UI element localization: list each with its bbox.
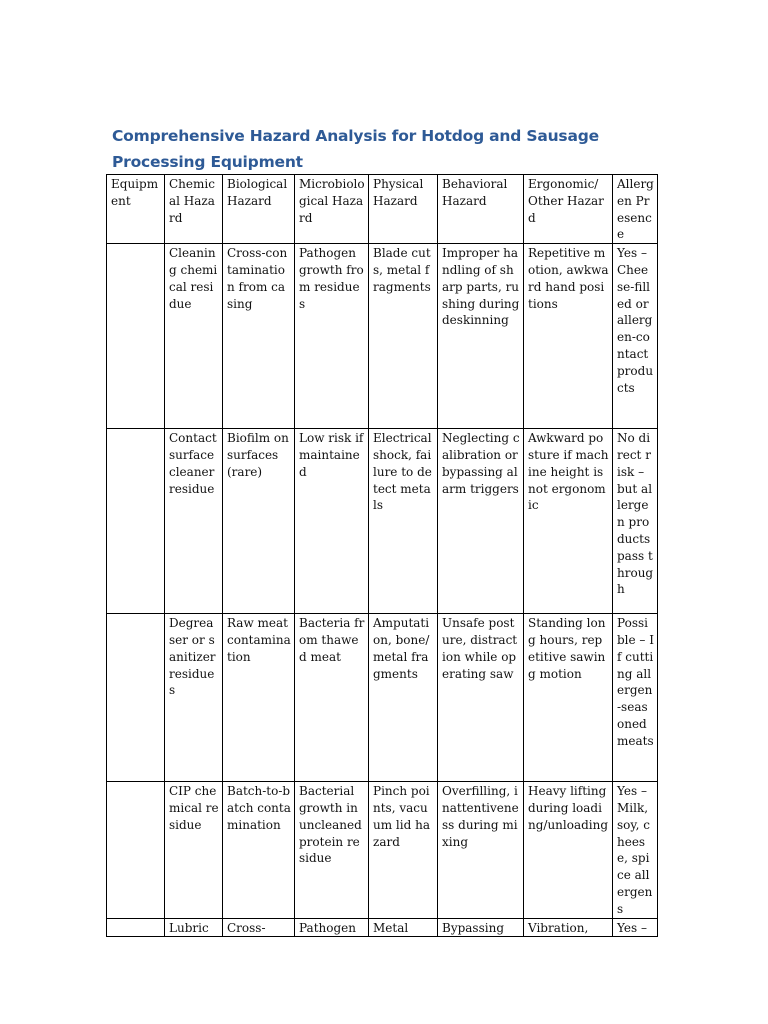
cell-ergonomic: Vibration, <box>524 918 613 937</box>
table-row <box>107 782 658 918</box>
cell-allergen: Yes – Milk, soy, cheese, spice allergens <box>613 782 658 918</box>
table-row <box>107 918 658 937</box>
cell-biological: Cross- <box>223 918 295 937</box>
cell-ergonomic: Repetitive motion, awkward hand positions <box>524 244 613 429</box>
cell-allergen: Yes – <box>613 918 658 937</box>
header-behavioral-hazard: Behavioral Hazard <box>438 175 524 244</box>
cell-chemical: Lubric <box>165 918 223 937</box>
cell-physical: Metal <box>369 918 438 937</box>
cell-biological: Batch-to-batch contamination <box>223 782 295 918</box>
cell-biological: Biofilm on surfaces (rare) <box>223 429 295 614</box>
cell-microbiological: Bacteria from thawed meat <box>295 614 369 782</box>
cell-ergonomic: Heavy lifting during loading/unloading <box>524 782 613 918</box>
header-physical-hazard: Physical Hazard <box>369 175 438 244</box>
cell-chemical: Cleaning chemical residue <box>165 244 223 429</box>
cell-allergen: No direct risk – but allergen products pass through <box>613 429 658 614</box>
cell-ergonomic: Awkward posture if machine height is not ergonomic <box>524 429 613 614</box>
header-allergen-presence: Allergen Presence <box>613 175 658 244</box>
table-row <box>107 614 658 782</box>
cell-allergen: Yes – Cheese-filled or allergen-contact products <box>613 244 658 429</box>
cell-equipment <box>107 429 165 614</box>
header-ergonomic-hazard: Ergonomic/ Other Hazard <box>524 175 613 244</box>
cell-allergen: Possible – If cutting allergen-seasoned meats <box>613 614 658 782</box>
cell-microbiological: Bacterial growth in uncleaned protein residue <box>295 782 369 918</box>
table-header-row <box>107 175 658 244</box>
header-biological-hazard: Biological Hazard <box>223 175 295 244</box>
cell-physical: Pinch points, vacuum lid hazard <box>369 782 438 918</box>
cell-physical: Amputation, bone/metal fragments <box>369 614 438 782</box>
cell-biological: Raw meat contamination <box>223 614 295 782</box>
cell-biological: Cross-contamination from casing <box>223 244 295 429</box>
hazard-table <box>106 174 658 937</box>
cell-equipment <box>107 782 165 918</box>
cell-equipment <box>107 614 165 782</box>
cell-chemical: Contact surface cleaner residue <box>165 429 223 614</box>
cell-ergonomic: Standing long hours, repetitive sawing motion <box>524 614 613 782</box>
cell-microbiological: Pathogen growth from residues <box>295 244 369 429</box>
table-row <box>107 244 658 429</box>
cell-behavioral: Unsafe posture, distraction while operating saw <box>438 614 524 782</box>
cell-behavioral: Neglecting calibration or bypassing alarm triggers <box>438 429 524 614</box>
header-microbiological-hazard: Microbiological Hazard <box>295 175 369 244</box>
cell-equipment <box>107 244 165 429</box>
cell-behavioral: Improper handling of sharp parts, rushing during deskinning <box>438 244 524 429</box>
header-chemical-hazard: Chemical Hazard <box>165 175 223 244</box>
cell-behavioral: Bypassing <box>438 918 524 937</box>
cell-behavioral: Overfilling, inattentiveness during mixing <box>438 782 524 918</box>
cell-chemical: CIP chemical residue <box>165 782 223 918</box>
page-title: Comprehensive Hazard Analysis for Hotdog and Sausage Processing Equipment <box>112 127 599 171</box>
cell-chemical: Degreaser or sanitizer residues <box>165 614 223 782</box>
cell-microbiological: Low risk if maintained <box>295 429 369 614</box>
cell-physical: Electrical shock, failure to detect metals <box>369 429 438 614</box>
cell-physical: Blade cuts, metal fragments <box>369 244 438 429</box>
cell-equipment <box>107 918 165 937</box>
header-equipment: Equipment <box>107 175 165 244</box>
table-row <box>107 429 658 614</box>
cell-microbiological: Pathogen <box>295 918 369 937</box>
